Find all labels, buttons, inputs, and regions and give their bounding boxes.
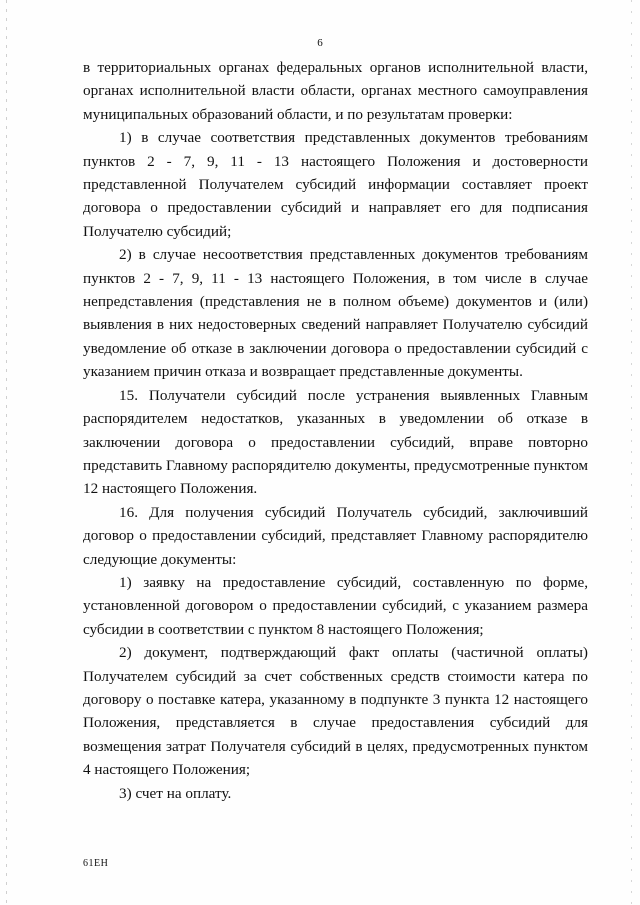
paragraph-item-2: 2) в случае несоответствия представленных документов требованиям пунктов 2 - 7, 9, 11 - 13 настоящего Положения, в том числе в случае непредставления (представления не в полном объеме) документов и (или) выявления в них недостоверных сведений направляет Получателю субсидий уведомление об отказе в заключении договора о предоставлении субсидий с указанием причин отказа и возвращает представленные документы. bbox=[83, 246, 588, 381]
footer-document-code: 61ЕН bbox=[83, 858, 109, 869]
paragraph-clause-15: 15. Получатели субсидий после устранения выявленных Главным распорядителем недостатков, указанных в уведомлении об отказе в заключении договора о предоставлении субсидий, вправе повторно представить Главному распорядителю документы, предусмотренные пунктом 12 настоящего Положения. bbox=[83, 386, 588, 498]
page-number: 6 bbox=[317, 37, 323, 49]
paragraph-continuation: в территориальных органах федеральных органов исполнительной власти, органах исполнительной власти области, органах местного самоуправления муниципальных образований области, и по результатам проверки: bbox=[83, 59, 588, 123]
paragraph-clause-16-item-1: 1) заявку на предоставление субсидий, составленную по форме, установленной договором о предоставлении субсидий, с указанием размера субсидии в соответствии с пунктом 8 настоящего Положения; bbox=[83, 573, 588, 638]
paragraph-item-1: 1) в случае соответствия представленных документов требованиям пунктов 2 - 7, 9, 11 - 13 настоящего Положения и достоверности представленной Получателем субсидий информации составляет проект договора о предоставлении субсидий и направляет его для подписания Получателю субсидий; bbox=[83, 129, 588, 240]
scan-edge-left bbox=[6, 0, 7, 905]
scan-edge-right bbox=[631, 0, 632, 905]
document-body bbox=[83, 56, 588, 805]
paragraph-clause-16: 16. Для получения субсидий Получатель субсидий, заключивший договор о предоставлении субсидий, представляет Главному распорядителю следующие документы: bbox=[83, 503, 588, 568]
paragraph-clause-16-item-3: 3) счет на оплату. bbox=[119, 784, 232, 802]
paragraph-clause-16-item-2: 2) документ, подтверждающий факт оплаты (частичной оплаты) Получателем субсидий за счет собственных средств стоимости катера по договору о поставке катера, указанному в подпункте 3 пункта 12 настоящего Положения, представляется в случае предоставления субсидий для возмещения затрат Получателя субсидий в целях, предусмотренных пунктом 4 настоящего Положения; bbox=[83, 644, 588, 779]
